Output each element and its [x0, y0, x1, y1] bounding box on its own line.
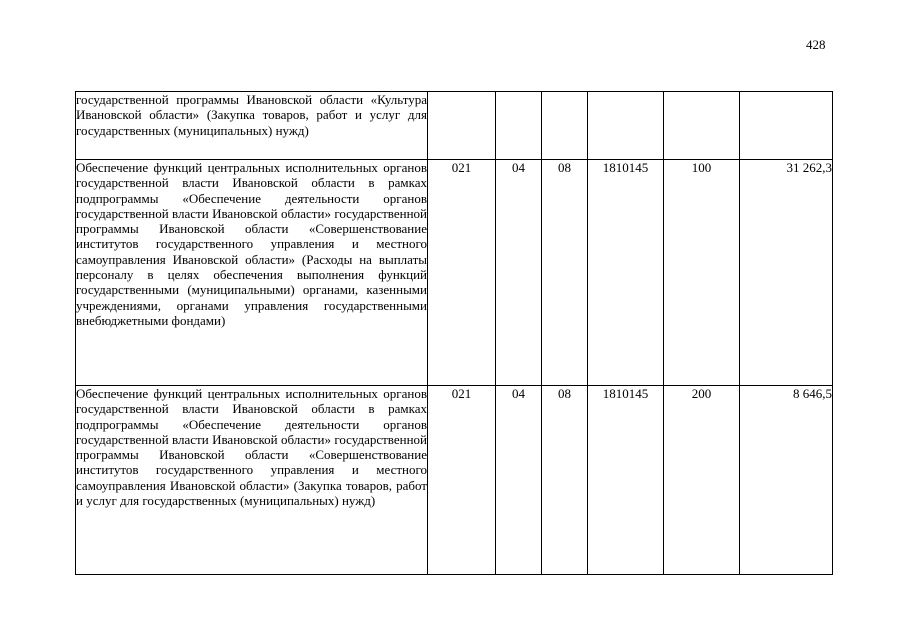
page-number: 428 — [806, 37, 826, 52]
target-article-cell: 1810145 — [588, 160, 664, 386]
section-cell: 04 — [496, 160, 542, 386]
subsection-cell: 08 — [542, 386, 588, 575]
target-article-cell — [588, 92, 664, 160]
admin-code-cell: 021 — [428, 160, 496, 386]
amount-cell: 31 262,3 — [740, 160, 833, 386]
expense-type-cell: 100 — [664, 160, 740, 386]
section-cell: 04 — [496, 386, 542, 575]
target-article-cell: 1810145 — [588, 386, 664, 575]
row-description: Обеспечение функций центральных исполнительных органов государственной власти Ивановской области в рамках подпрограммы «Обеспечение деятельности органов государственной власти Ивановской области» государственной программы Ивановской области «Совершенствование институтов государственного управления и местного самоуправления Ивановской области» (Закупка товаров, работ и услуг для государственных (муниципальных) нужд) — [76, 386, 428, 575]
subsection-cell — [542, 92, 588, 160]
amount-cell — [740, 92, 833, 160]
table-row — [76, 92, 833, 160]
expense-type-cell: 200 — [664, 386, 740, 575]
section-cell — [496, 92, 542, 160]
amount-cell: 8 646,5 — [740, 386, 833, 575]
admin-code-cell — [428, 92, 496, 160]
row-description: государственной программы Ивановской области «Культура Ивановской области» (Закупка товаров, работ и услуг для государственных (муниципальных) нужд) — [76, 92, 428, 160]
expense-type-cell — [664, 92, 740, 160]
row-description: Обеспечение функций центральных исполнительных органов государственной власти Ивановской области в рамках подпрограммы «Обеспечение деятельности органов государственной власти Ивановской области» государственной программы Ивановской области «Совершенствование институтов государственного управления и местного самоуправления Ивановской области» (Расходы на выплаты персоналу в целях обеспечения выполнения функций государственными (муниципальными) органами, казенными учреждениями, органами управления государственными внебюджетными фондами) — [76, 160, 428, 386]
subsection-cell: 08 — [542, 160, 588, 386]
table-row — [76, 386, 833, 575]
admin-code-cell: 021 — [428, 386, 496, 575]
budget-table — [75, 91, 833, 575]
table-row — [76, 160, 833, 386]
